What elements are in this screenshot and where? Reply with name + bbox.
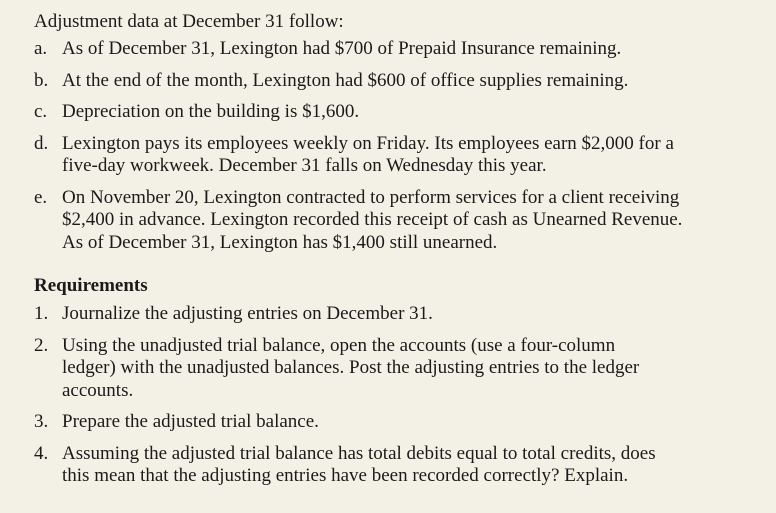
item-marker: c. xyxy=(34,101,48,122)
requirement-text: Using the unadjusted trial balance, open the accounts (use a four-column ledger) with the unadjusted balances. Post the adjusting entries to the ledger accounts. xyxy=(62,334,640,401)
item-marker: b. xyxy=(34,69,49,91)
item-text: As of December 31, Lexington had $700 of Prepaid Insurance remaining. xyxy=(62,38,622,59)
adjustment-item-a xyxy=(34,38,756,61)
adjustment-item-e xyxy=(34,187,756,255)
adjustment-item-c xyxy=(34,101,756,124)
requirement-marker: 3. xyxy=(34,411,49,432)
adjustment-list xyxy=(34,38,756,254)
item-text: On November 20, Lexington contracted to perform services for a client receiving $2,400 in advance. Lexington recorded this receipt of cash as Unearned Revenue. As of December 31, Lexington has $1,400 still unearned. xyxy=(62,186,683,253)
requirement-text: Prepare the adjusted trial balance. xyxy=(62,411,319,432)
requirement-marker: 4. xyxy=(34,442,49,464)
requirement-item-3 xyxy=(34,411,756,434)
requirements-title: Requirements xyxy=(34,275,148,296)
item-text: Lexington pays its employees weekly on Friday. Its employees earn $2,000 for a five-day workweek. December 31 falls on Wednesday this year. xyxy=(62,132,674,176)
requirement-item-1 xyxy=(34,303,756,326)
item-marker: a. xyxy=(34,38,48,59)
adjustment-item-b xyxy=(34,70,756,93)
requirement-item-4 xyxy=(34,443,756,488)
requirement-marker: 1. xyxy=(34,303,49,324)
requirement-text: Assuming the adjusted trial balance has total debits equal to total credits, does this mean that the adjusting entries have been recorded correctly? Explain. xyxy=(62,442,656,486)
requirement-item-2 xyxy=(34,335,756,403)
adjustment-heading: Adjustment data at December 31 follow: xyxy=(34,11,344,32)
item-marker: e. xyxy=(34,186,48,208)
adjustment-item-d xyxy=(34,133,756,178)
item-marker: d. xyxy=(34,132,49,154)
requirement-text: Journalize the adjusting entries on December 31. xyxy=(62,303,433,324)
requirement-marker: 2. xyxy=(34,334,49,356)
item-text: Depreciation on the building is $1,600. xyxy=(62,101,360,122)
item-text: At the end of the month, Lexington had $600 of office supplies remaining. xyxy=(62,69,629,91)
